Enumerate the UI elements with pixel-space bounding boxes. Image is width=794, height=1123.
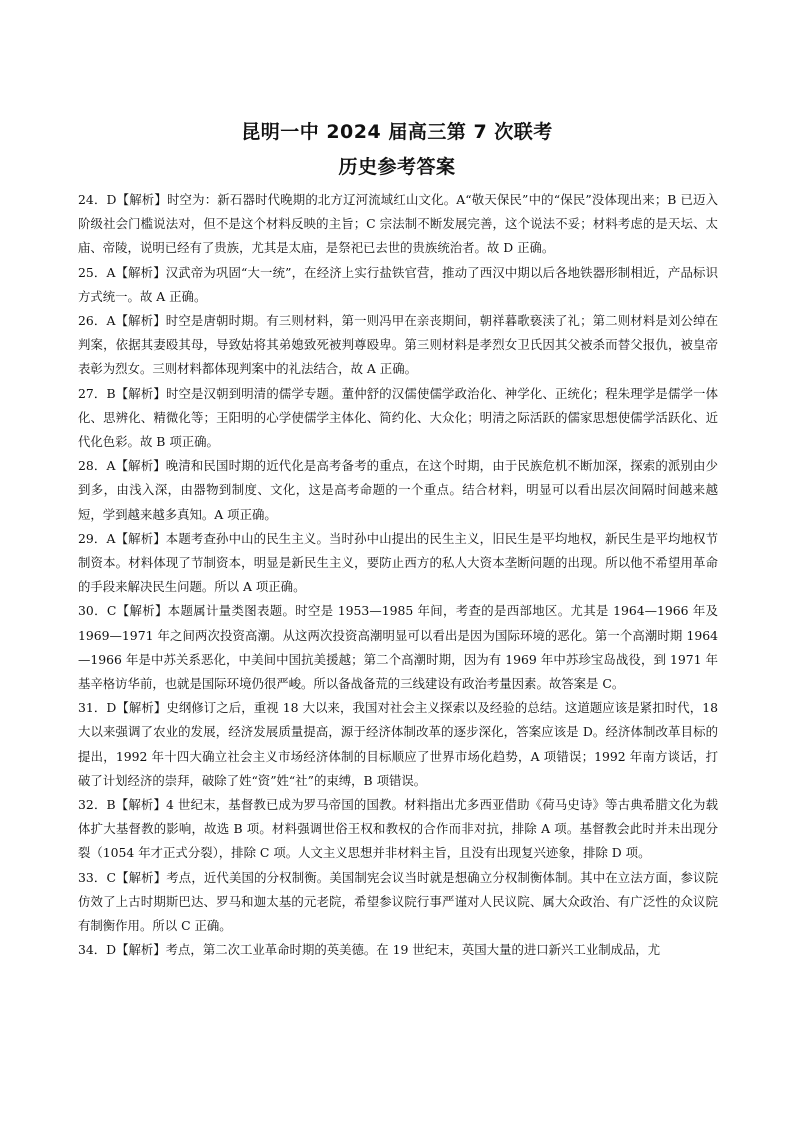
answer-30: 30．C【解析】本题属计量类图表题。时空是 1953—1985 年间，考查的是西部地区。尤其是 1964—1966 年及 1969—1971 年之间两次投资高潮。从这两次投资高潮明显可以看出是因为国际环境的恶化。第一个高潮时期 1964—1966 年是中苏关系恶化，中美间中国抗美援越；第二个高潮时期，因为有 1969 年中苏珍宝岛战役，到 1971 年基辛格访华前，也就是国际环境仍很严峻。所以备战备荒的三线建设有政治考量因素。故答案是 C。 bbox=[78, 603, 718, 692]
answer-24: 24．D【解析】时空为：新石器时代晚期的北方辽河流域红山文化。A“敬天保民”中的“保民”没体现出来；B 已迈入阶级社会门槛说法对，但不是这个材料反映的主旨；C 宗法制不断发展完善，这个说法不妥；材料考虑的是天坛、太庙、帝陵，说明已经有了贵族，尤其是太庙，是祭祀已去世的贵族统治者。故 D 正确。 bbox=[78, 192, 718, 256]
answer-32: 32．B【解析】4 世纪末，基督教已成为罗马帝国的国教。材料指出尤多西亚借助《荷马史诗》等古典希腊文化为载体扩大基督教的影响，故选 B 项。材料强调世俗王权和教权的合作而非对抗，排除 A 项。基督教会此时并未出现分裂（1054 年才正式分裂），排除 C 项。人文主义思想并非材料主旨，且没有出现复兴迹象，排除 D 项。 bbox=[78, 797, 718, 861]
answer-33: 33．C【解析】考点，近代美国的分权制衡。美国制宪会议当时就是想确立分权制衡体制。其中在立法方面，参议院仿效了上古时期斯巴达、罗马和迦太基的元老院，希望参议院行事严谨对人民议院、属大众政治、有广泛性的众议院有制衡作用。所以 C 正确。 bbox=[78, 869, 718, 934]
answer-26: 26．A【解析】时空是唐朝时期。有三则材料，第一则冯甲在亲丧期间，朝祥暮歌亵渎了礼；第二则材料是刘公绰在判案，依据其妻殴其母，导致姑将其弟媳致死被判尊殴卑。第三则材料是孝烈女卫氏因其父被杀而替父报仇，被皇帝表彰为烈女。三则材料都体现判案中的礼法结合，故 A 正确。 bbox=[78, 313, 718, 377]
answer-31: 31．D【解析】史纲修订之后，重视 18 大以来，我国对社会主义探索以及经验的总结。这道题应该是紧扣时代，18 大以来强调了农业的发展，经济发展质量提高，源于经济体制改革的逐步深化，答案应该是 D。经济体制改革目标的提出，1992 年十四大确立社会主义市场经济体制的目标顺应了世界市场化趋势，A 项错误；1992 年南方谈话，打破了计划经济的崇拜，破除了姓“资”姓“社”的束缚，B 项错误。 bbox=[78, 700, 718, 788]
answer-29: 29．A【解析】本题考查孙中山的民生主义。当时孙中山提出的民生主义，旧民生是平均地权，新民生是平均地权节制资本。材料体现了节制资本，明显是新民生主义，要防止西方的私人大资本垄断问题的出现。所以他不希望用革命的手段来解决民生问题。所以 A 项正确。 bbox=[78, 530, 718, 595]
document-subtitle: 历史参考答案 bbox=[338, 156, 456, 178]
document-title: 昆明一中 2024 届高三第 7 次联考 bbox=[241, 121, 553, 143]
answer-34: 34．D【解析】考点，第二次工业革命时期的英美德。在 19 世纪末，英国大量的进口新兴工业制成品，尤 bbox=[78, 942, 661, 958]
answer-list bbox=[78, 188, 718, 963]
answer-27: 27．B【解析】时空是汉朝到明清的儒学专题。董仲舒的汉儒使儒学政治化、神学化、正统化；程朱理学是儒学一体化、思辨化、精微化等；王阳明的心学使儒学主体化、简约化、大众化；明清之际活跃的儒家思想使儒学活跃化、近代化色彩。故 B 项正确。 bbox=[78, 385, 718, 450]
answer-28: 28．A【解析】晚清和民国时期的近代化是高考备考的重点，在这个时期，由于民族危机不断加深，探索的派别由少到多，由浅入深，由器物到制度、文化，这是高考命题的一个重点。结合材料，明显可以看出层次间隔时间越来越短，学到越来越多真知。A 项正确。 bbox=[78, 458, 718, 522]
answer-25: 25．A【解析】汉武帝为巩固“大一统”，在经济上实行盐铁官营，推动了西汉中期以后各地铁器形制相近，产品标识方式统一。故 A 正确。 bbox=[78, 264, 718, 304]
